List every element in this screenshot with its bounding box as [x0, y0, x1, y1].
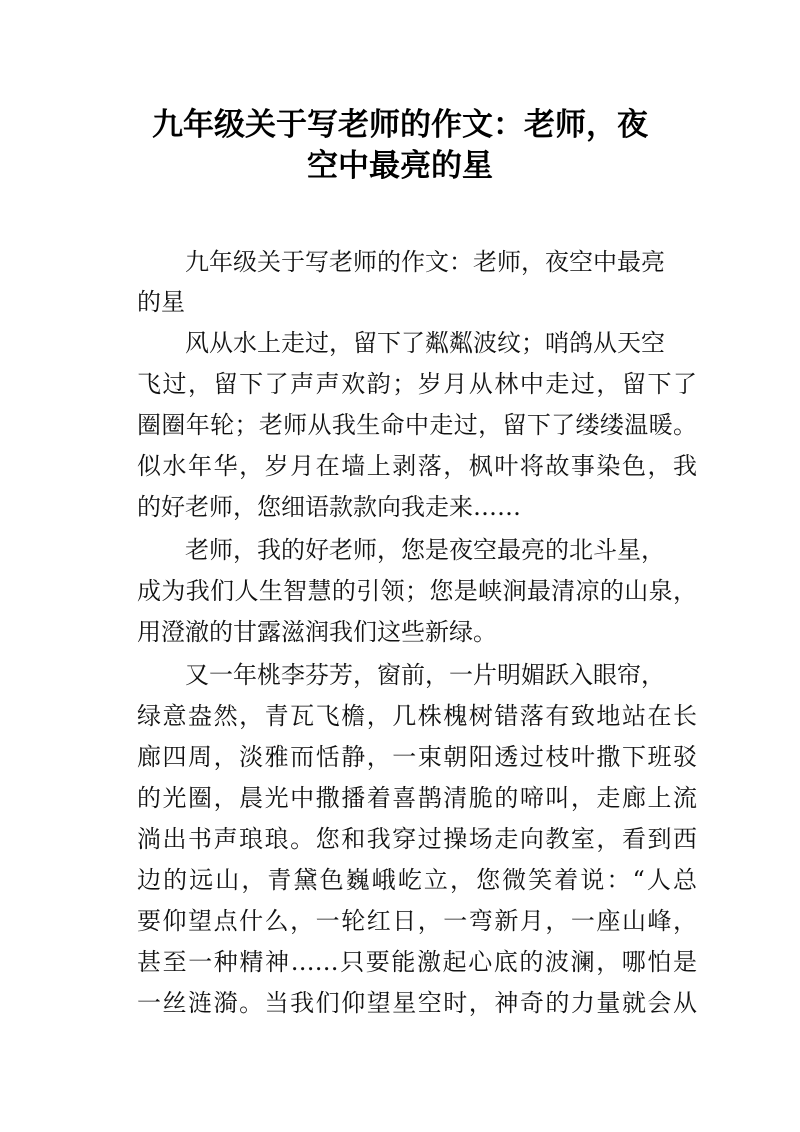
body-line-3: 风从水上走过，留下了粼粼波纹；哨鸽从天空	[185, 329, 665, 357]
body-line-8: 老师，我的好老师，您是夜空最亮的北斗星，	[185, 536, 665, 564]
body-line-14: 的光圈，晨光中撒播着喜鹊清脆的啼叫，走廊上流	[137, 784, 697, 812]
body-line-1: 九年级关于写老师的作文：老师，夜空中最亮	[185, 248, 665, 276]
body-line-13: 廊四周，淡雅而恬静，一束朝阳透过枝叶撒下班驳	[137, 743, 697, 771]
body-line-7: 的好老师，您细语款款向我走来……	[137, 493, 521, 521]
body-line-12: 绿意盎然，青瓦飞檐，几株槐树错落有致地站在长	[137, 702, 697, 730]
body-line-15: 淌出书声琅琅。您和我穿过操场走向教室，看到西	[137, 825, 697, 853]
body-line-10: 用澄澈的甘露滋润我们这些新绿。	[137, 618, 497, 646]
body-line-5: 圈圈年轮；老师从我生命中走过，留下了缕缕温暖。	[137, 411, 697, 439]
body-line-19: 一丝涟漪。当我们仰望星空时，神奇的力量就会从	[137, 989, 697, 1017]
body-line-17: 要仰望点什么，一轮红日，一弯新月，一座山峰，	[137, 907, 697, 935]
document-title-line-1: 九年级关于写老师的作文：老师，夜	[152, 107, 648, 143]
body-line-2: 的星	[137, 288, 185, 316]
body-line-16: 边的远山，青黛色巍峨屹立，您微笑着说：“人总	[137, 866, 697, 894]
body-line-6: 似水年华，岁月在墙上剥落，枫叶将故事染色，我	[137, 452, 697, 480]
body-line-11: 又一年桃李芬芳，窗前，一片明媚跃入眼帘，	[185, 661, 665, 689]
document-title-line-2: 空中最亮的星	[307, 148, 493, 184]
body-line-18: 甚至一种精神……只要能激起心底的波澜，哪怕是	[137, 948, 697, 976]
body-line-4: 飞过，留下了声声欢韵；岁月从林中走过，留下了	[137, 370, 697, 398]
body-line-9: 成为我们人生智慧的引领；您是峡涧最清凉的山泉，	[137, 577, 697, 605]
